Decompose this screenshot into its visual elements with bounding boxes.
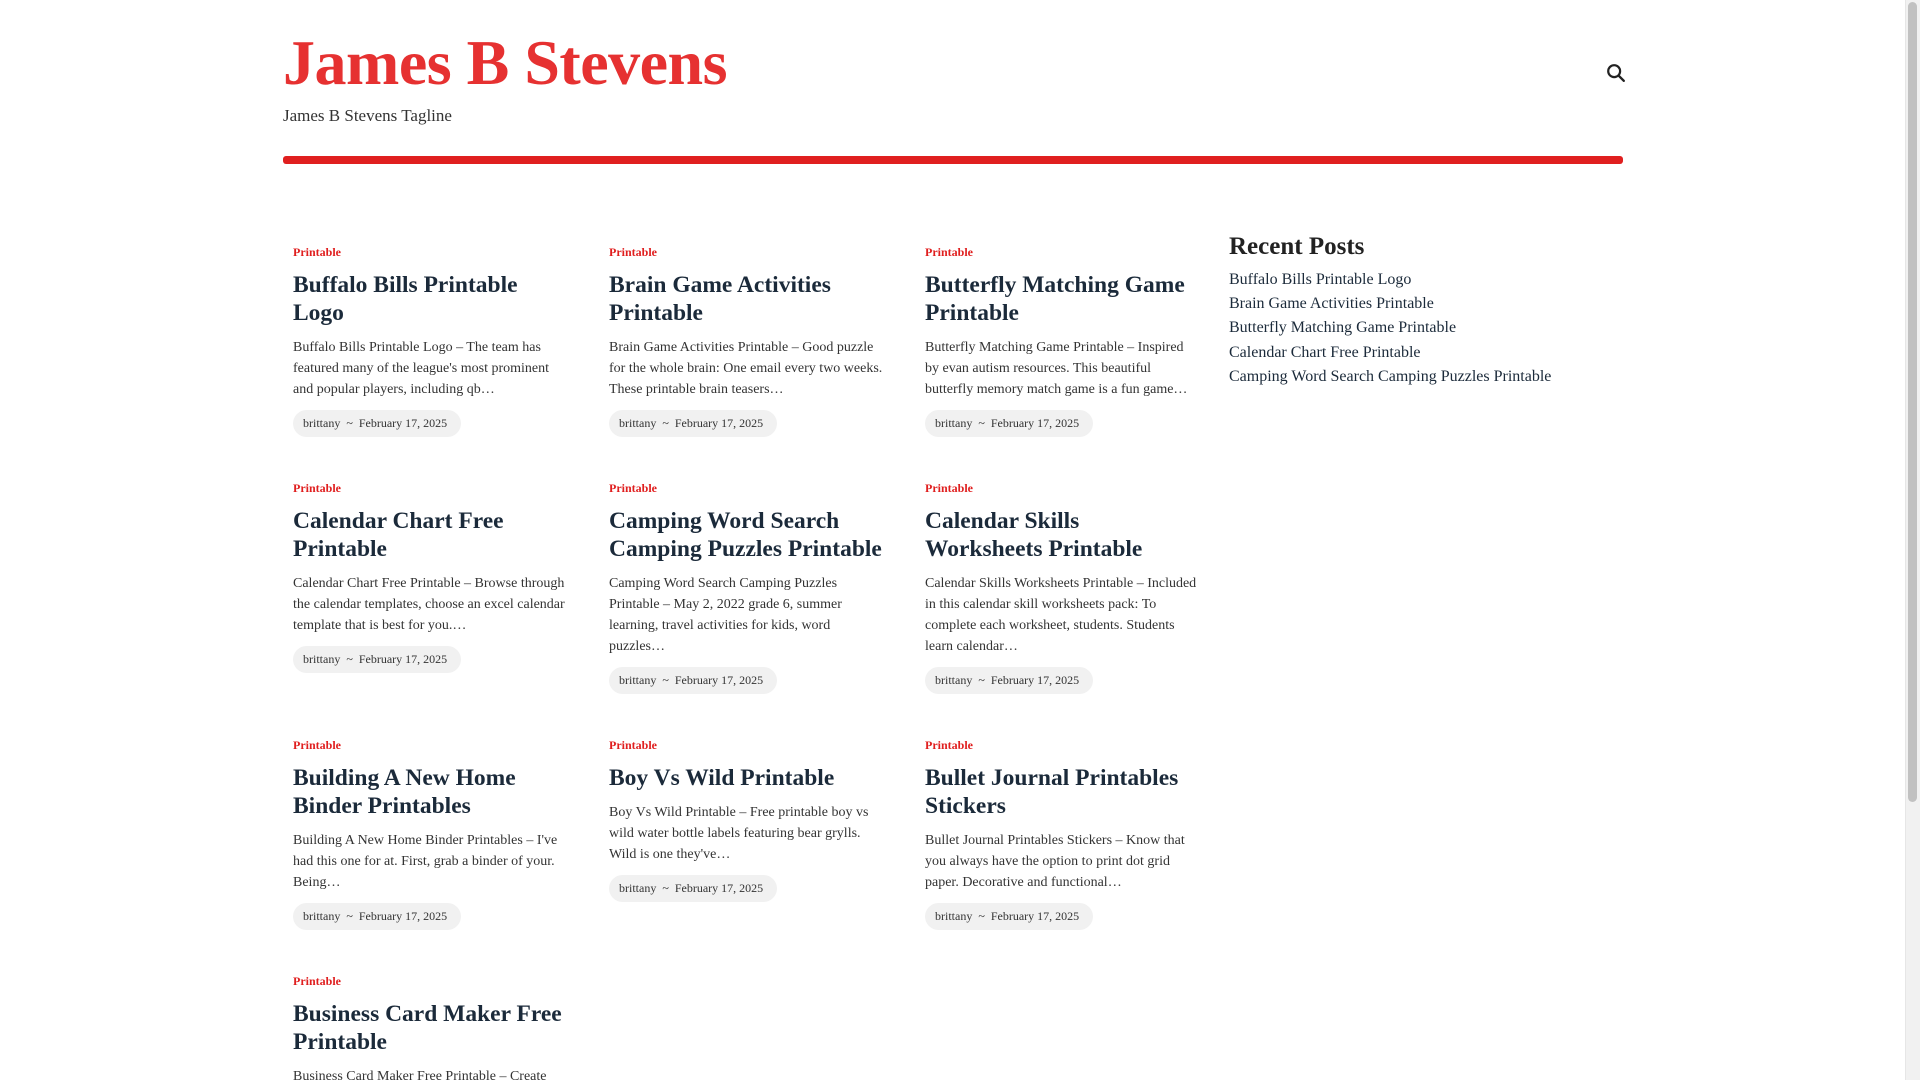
- post-author[interactable]: brittany: [303, 652, 341, 666]
- post-meta: [925, 667, 1093, 694]
- post-category[interactable]: Printable: [925, 245, 973, 259]
- post-author[interactable]: brittany: [619, 416, 657, 430]
- post-meta: [925, 903, 1093, 930]
- meta-separator: ~: [346, 909, 353, 923]
- post-card: [293, 974, 569, 1087]
- post-date[interactable]: February 17, 2025: [990, 416, 1080, 430]
- header-divider: [283, 156, 1623, 164]
- post-author[interactable]: brittany: [935, 416, 973, 430]
- post-title[interactable]: Brain Game Activities Printable: [609, 272, 831, 326]
- post-date[interactable]: February 17, 2025: [990, 909, 1080, 923]
- post-category[interactable]: Printable: [609, 738, 657, 752]
- post-card: [609, 738, 885, 902]
- post-card: [925, 738, 1201, 930]
- post-card: [609, 481, 885, 694]
- post-meta: [609, 875, 777, 902]
- post-meta: [609, 410, 777, 437]
- post-card: [293, 245, 569, 437]
- post-excerpt: Brain Game Activities Printable – Good puzzle for the whole brain: One email every two weeks. These printable brain teasers…: [609, 340, 883, 397]
- post-date[interactable]: February 17, 2025: [674, 673, 764, 687]
- post-meta: [293, 410, 461, 437]
- scrollbar-thumb[interactable]: [1908, 2, 1917, 802]
- post-date[interactable]: February 17, 2025: [674, 881, 764, 895]
- post-date[interactable]: February 17, 2025: [358, 909, 448, 923]
- post-title[interactable]: Buffalo Bills Printable Logo: [293, 272, 518, 326]
- post-excerpt: Boy Vs Wild Printable – Free printable boy vs wild water bottle labels featuring bear grylls. Wild is one they've…: [609, 805, 869, 862]
- post-excerpt: Business Card Maker Free Printable – Create: [293, 1069, 547, 1084]
- meta-separator: ~: [662, 416, 669, 430]
- post-author[interactable]: brittany: [303, 416, 341, 430]
- meta-separator: ~: [662, 673, 669, 687]
- post-excerpt: Building A New Home Binder Printables – I've had this one for at. First, grab a binder of your. Being…: [293, 833, 558, 890]
- site-title[interactable]: James B Stevens: [283, 27, 728, 98]
- post-category[interactable]: Printable: [293, 738, 341, 752]
- recent-post-link[interactable]: Brain Game Activities Printable: [1229, 295, 1434, 313]
- post-card: [925, 481, 1201, 694]
- post-card: [293, 738, 569, 930]
- post-date[interactable]: February 17, 2025: [674, 416, 764, 430]
- post-excerpt: Bullet Journal Printables Stickers – Know that you always have the option to print dot grid paper. Decorative and functional…: [925, 833, 1185, 890]
- post-author[interactable]: brittany: [619, 881, 657, 895]
- post-title[interactable]: Butterfly Matching Game Printable: [925, 272, 1185, 326]
- recent-post-link[interactable]: Camping Word Search Camping Puzzles Printable: [1229, 367, 1552, 385]
- recent-post-link[interactable]: Buffalo Bills Printable Logo: [1229, 271, 1412, 288]
- sidebar-recent-posts: [1229, 232, 1609, 389]
- post-author[interactable]: brittany: [619, 673, 657, 687]
- meta-separator: ~: [978, 909, 985, 923]
- post-date[interactable]: February 17, 2025: [358, 416, 448, 430]
- post-meta: [293, 646, 461, 673]
- sidebar-heading: Recent Posts: [1229, 233, 1365, 260]
- post-excerpt: Camping Word Search Camping Puzzles Printable – May 2, 2022 grade 6, summer learning, travel activities for kids, word puzzles…: [609, 576, 842, 654]
- meta-separator: ~: [346, 652, 353, 666]
- post-author[interactable]: brittany: [935, 909, 973, 923]
- post-title[interactable]: Camping Word Search Camping Puzzles Printable: [609, 508, 882, 562]
- post-category[interactable]: Printable: [293, 974, 341, 988]
- post-title[interactable]: Building A New Home Binder Printables: [293, 765, 516, 819]
- post-category[interactable]: Printable: [609, 245, 657, 259]
- post-author[interactable]: brittany: [303, 909, 341, 923]
- search-icon[interactable]: [1605, 62, 1627, 84]
- meta-separator: ~: [346, 416, 353, 430]
- post-category[interactable]: Printable: [293, 245, 341, 259]
- meta-separator: ~: [978, 416, 985, 430]
- post-category[interactable]: Printable: [925, 481, 973, 495]
- post-card: [609, 245, 885, 437]
- post-category[interactable]: Printable: [293, 481, 341, 495]
- post-author[interactable]: brittany: [935, 673, 973, 687]
- post-title[interactable]: Business Card Maker Free Printable: [293, 1001, 562, 1055]
- post-date[interactable]: February 17, 2025: [990, 673, 1080, 687]
- post-card: [293, 481, 569, 673]
- post-excerpt: Butterfly Matching Game Printable – Inspired by evan autism resources. This beautiful butterfly memory match game is a fun game…: [925, 340, 1188, 397]
- post-meta: [609, 667, 777, 694]
- post-meta: [293, 903, 461, 930]
- post-category[interactable]: Printable: [925, 738, 973, 752]
- post-card: [925, 245, 1201, 437]
- site-tagline: James B Stevens Tagline: [283, 106, 452, 125]
- post-title[interactable]: Bullet Journal Printables Stickers: [925, 765, 1179, 819]
- recent-post-link[interactable]: Butterfly Matching Game Printable: [1229, 319, 1457, 337]
- meta-separator: ~: [978, 673, 985, 687]
- post-meta: [925, 410, 1093, 437]
- post-title[interactable]: Boy Vs Wild Printable: [609, 765, 835, 791]
- post-excerpt: Calendar Chart Free Printable – Browse through the calendar templates, choose an excel calendar template that is best for you.…: [293, 576, 565, 633]
- recent-post-link[interactable]: Calendar Chart Free Printable: [1229, 343, 1421, 361]
- post-excerpt: Calendar Skills Worksheets Printable – Included in this calendar skill worksheets pack: To complete each worksheet, students. Students learn calendar…: [925, 576, 1197, 654]
- recent-posts-list: [1229, 268, 1609, 389]
- post-excerpt: Buffalo Bills Printable Logo – The team has featured many of the league's most prominent and popular players, including qb…: [293, 340, 549, 397]
- scrollbar[interactable]: [1905, 0, 1920, 1080]
- post-category[interactable]: Printable: [609, 481, 657, 495]
- post-date[interactable]: February 17, 2025: [358, 652, 448, 666]
- post-title[interactable]: Calendar Chart Free Printable: [293, 508, 504, 562]
- meta-separator: ~: [662, 881, 669, 895]
- post-title[interactable]: Calendar Skills Worksheets Printable: [925, 508, 1143, 562]
